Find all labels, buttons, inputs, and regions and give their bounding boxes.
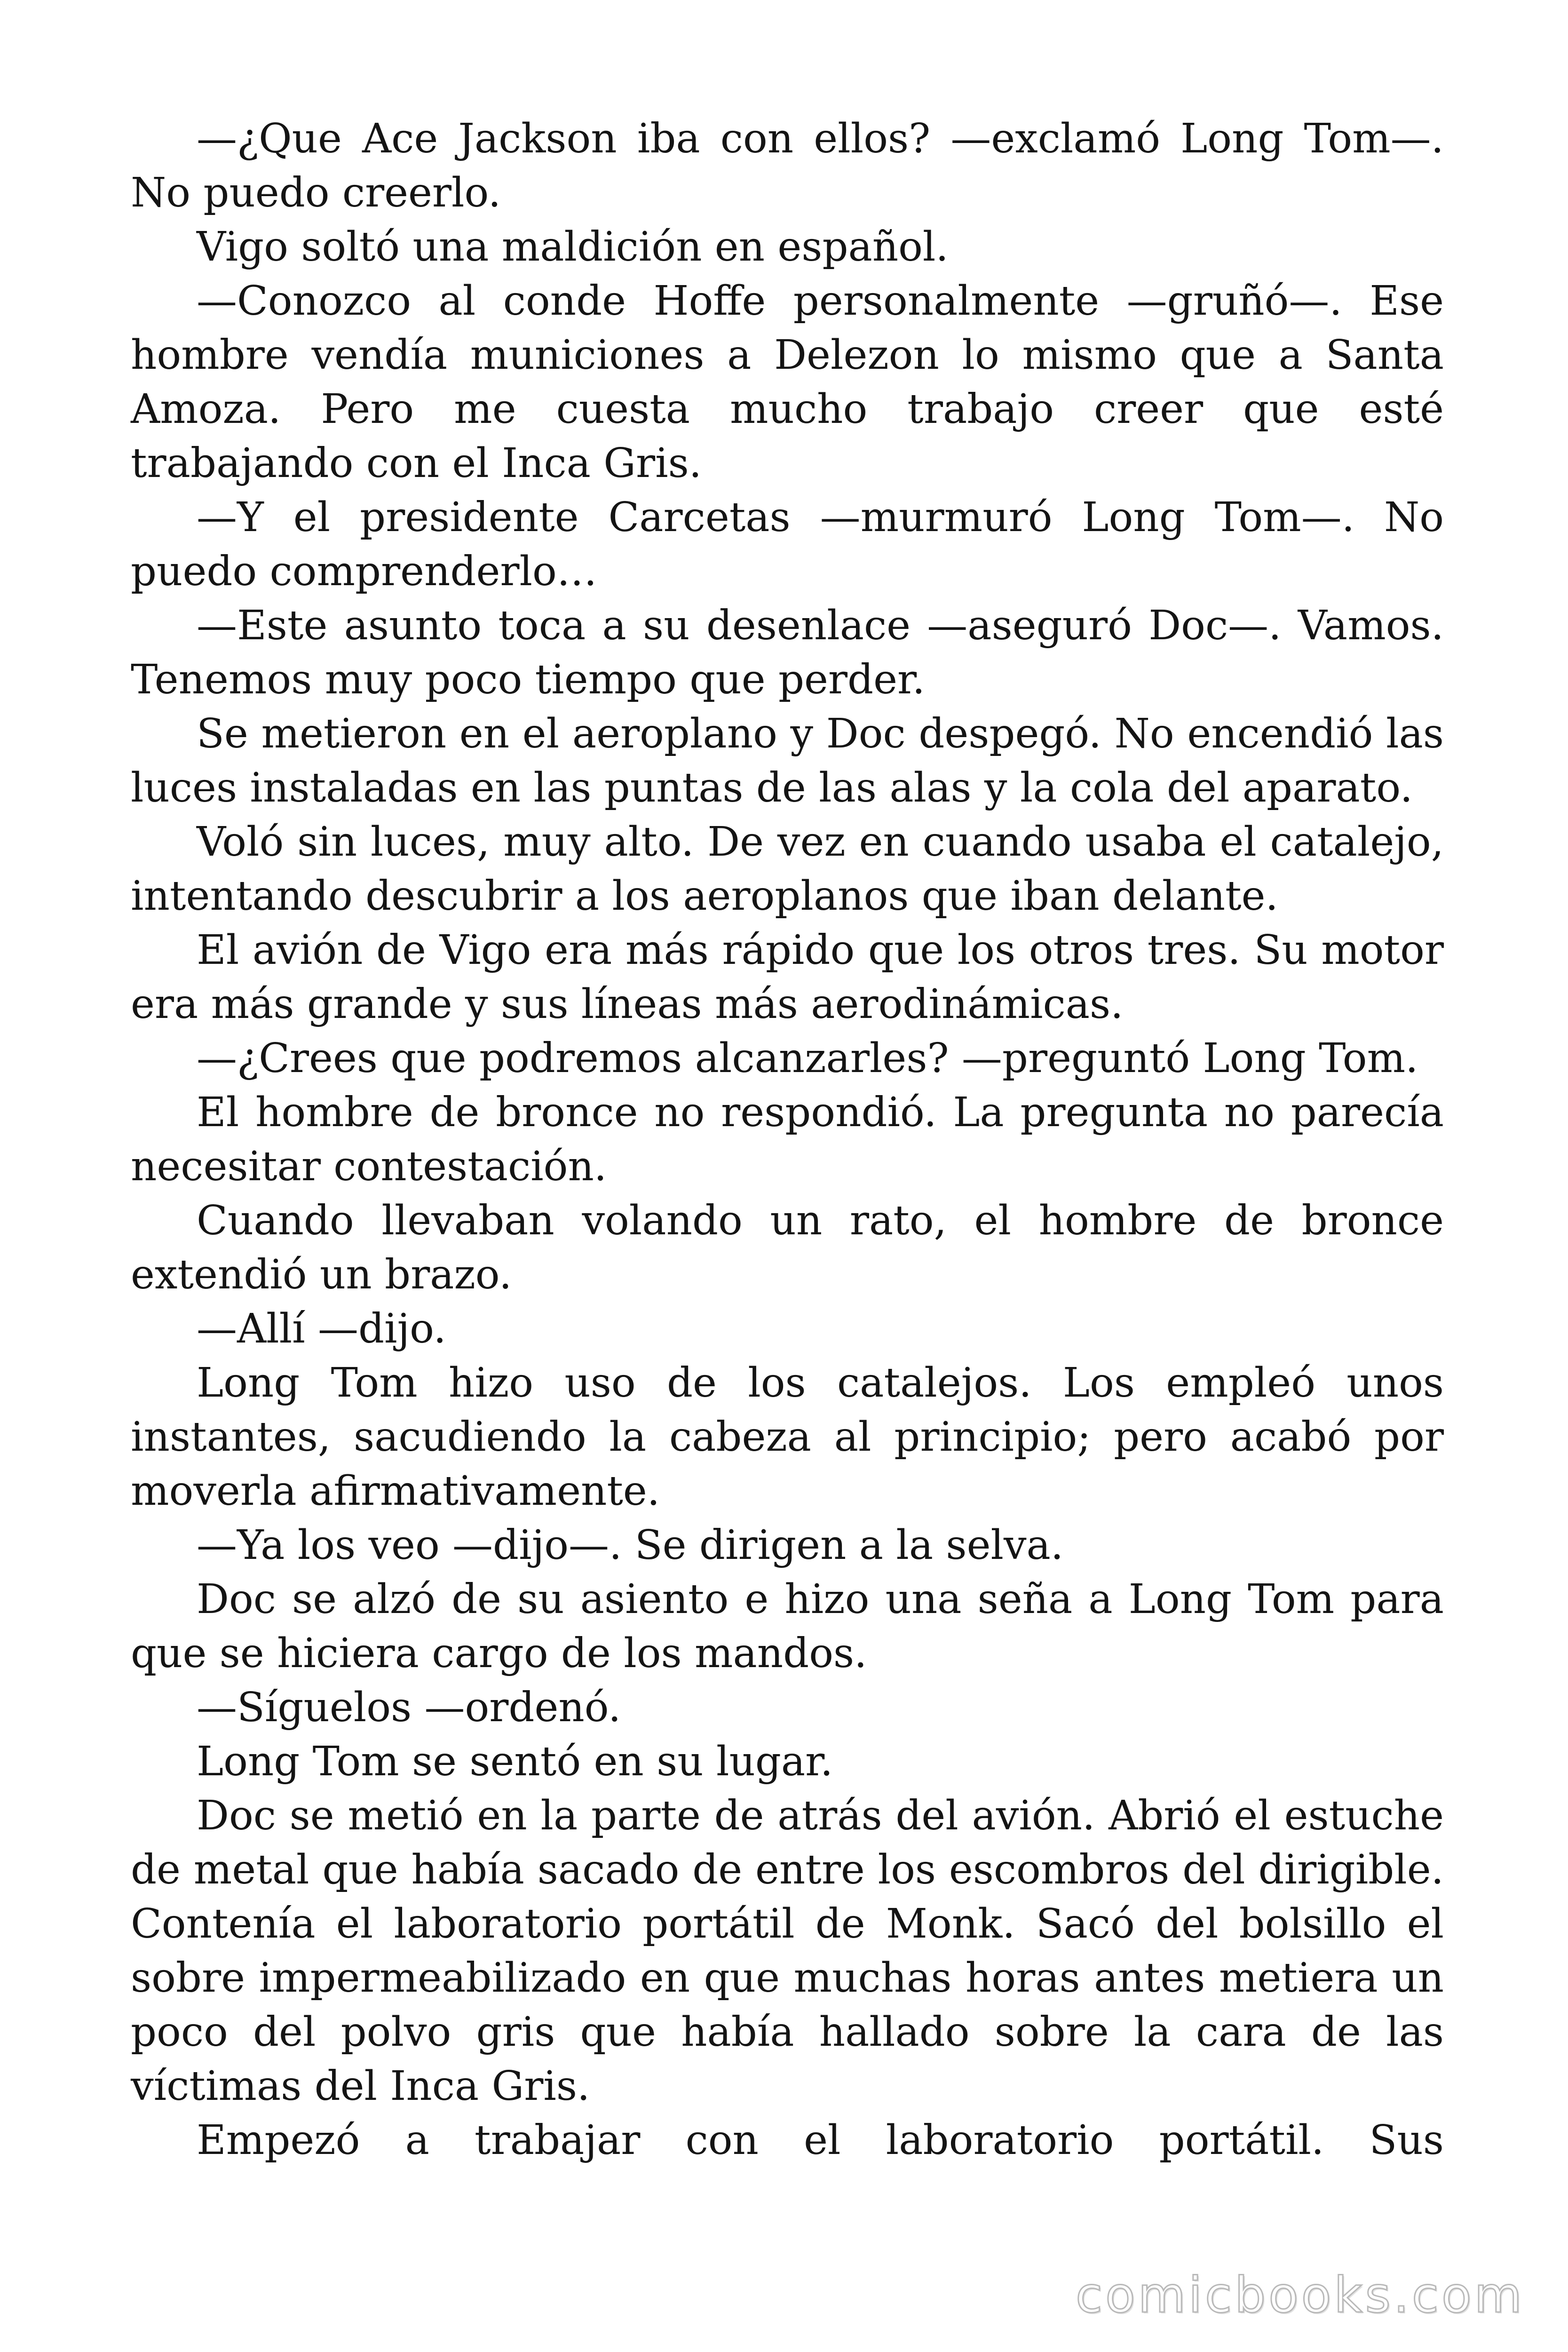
paragraph: Voló sin luces, muy alto. De vez en cuando usaba el catalejo, intentando descubrir a los aeroplanos que iban delante.: [131, 818, 1444, 920]
paragraph: —¿Crees que podremos alcanzarles? —preguntó Long Tom.: [197, 1035, 1418, 1082]
paragraph: Vigo soltó una maldición en español.: [197, 223, 949, 270]
paragraph: Empezó a trabajar con el laboratorio portátil. Sus: [197, 2117, 1444, 2164]
watermark-logo: comicbooks.com: [1075, 2266, 1525, 2324]
paragraph: Cuando llevaban volando un rato, el hombre de bronce extendió un brazo.: [131, 1197, 1444, 1298]
paragraph: —Conozco al conde Hoffe personalmente —gruñó—. Ese hombre vendía municiones a Delezon lo mismo que a Santa Amoza. Pero me cuesta mucho trabajo creer que esté trabajando con el Inca Gris.: [131, 278, 1444, 487]
paragraph: —¿Que Ace Jackson iba con ellos? —exclamó Long Tom—. No puedo creerlo.: [131, 115, 1444, 216]
paragraph: Long Tom hizo uso de los catalejos. Los empleó unos instantes, sacudiendo la cabeza al principio; pero acabó por moverla afirmativamente.: [131, 1359, 1444, 1515]
paragraph: —Y el presidente Carcetas —murmuró Long Tom—. No puedo comprenderlo…: [131, 494, 1444, 595]
paragraph: El hombre de bronce no respondió. La pregunta no parecía necesitar contestación.: [131, 1089, 1444, 1190]
paragraph: Doc se alzó de su asiento e hizo una seña a Long Tom para que se hiciera cargo de los mandos.: [131, 1576, 1444, 1677]
paragraph: —Síguelos —ordenó.: [197, 1684, 621, 1731]
paragraph: —Allí —dijo.: [197, 1305, 446, 1352]
paragraph: Long Tom se sentó en su lugar.: [197, 1738, 833, 1785]
paragraph: Se metieron en el aeroplano y Doc despegó. No encendió las luces instaladas en las puntas de las alas y la cola del aparato.: [131, 710, 1444, 811]
book-page-text: [131, 112, 1444, 2168]
paragraph: —Este asunto toca a su desenlace —aseguró Doc—. Vamos. Tenemos muy poco tiempo que perder.: [131, 602, 1444, 703]
paragraph: Doc se metió en la parte de atrás del avión. Abrió el estuche de metal que había sacado de entre los escombros del dirigible. Contenía el laboratorio portátil de Monk. Sacó del bolsillo el sobre impermeabilizado en que muchas horas antes metiera un poco del polvo gris que había hallado sobre la cara de las víctimas del Inca Gris.: [131, 1792, 1444, 2110]
paragraph: —Ya los veo —dijo—. Se dirigen a la selva.: [197, 1522, 1064, 1569]
paragraph: El avión de Vigo era más rápido que los otros tres. Su motor era más grande y sus líneas más aerodinámicas.: [131, 927, 1444, 1028]
